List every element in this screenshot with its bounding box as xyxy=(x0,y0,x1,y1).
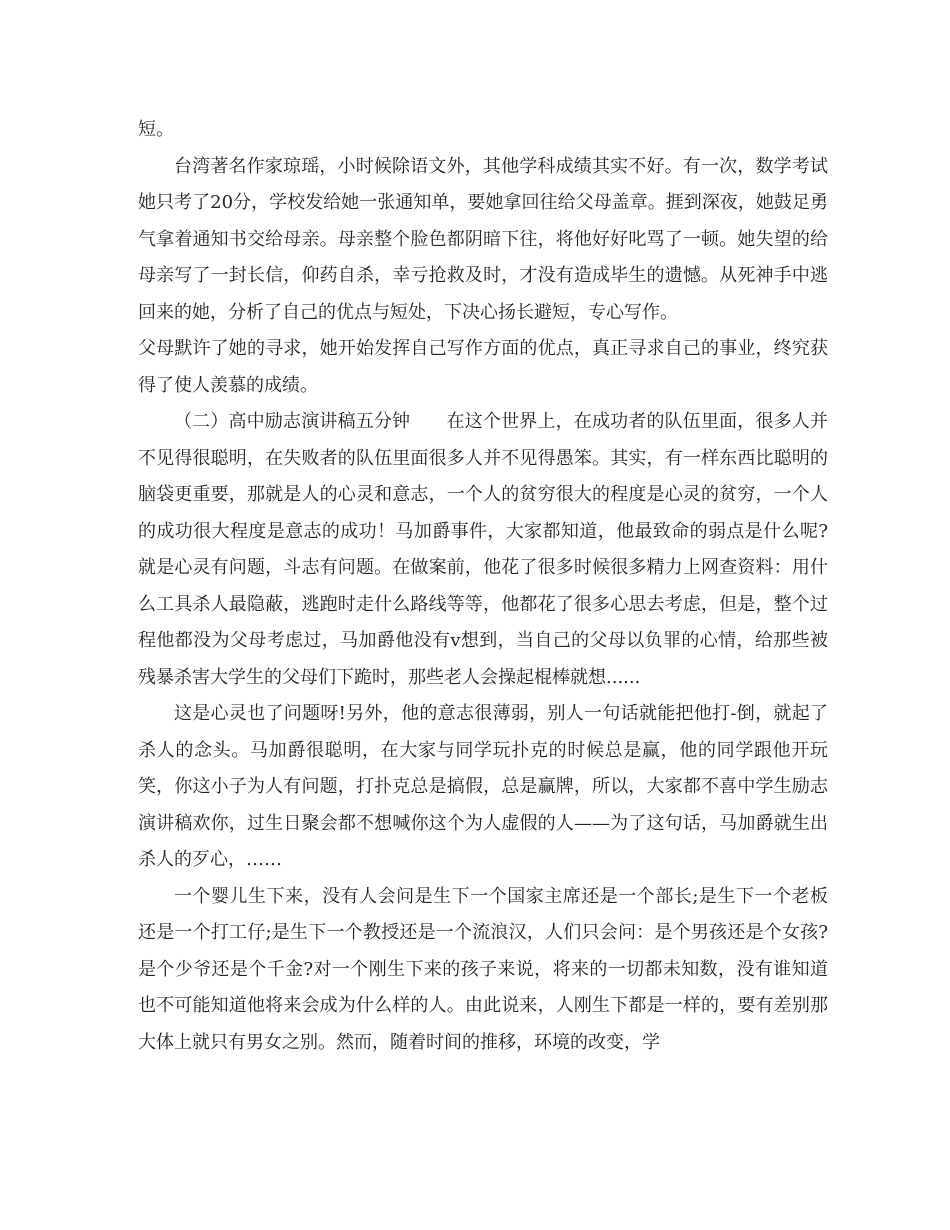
paragraph-continuation: 短。 xyxy=(138,119,174,140)
paragraph-parents-consent: 父母默许了她的寻求，她开始发挥自己写作方面的优点，真正寻求自己的事业，终究获得了使人羡慕的成绩。 xyxy=(138,338,828,396)
paragraph-speech-section-two: （二）高中励志演讲稿五分钟 在这个世界上，在成功者的队伍里面，很多人并不见得很聪明，在失败者的队伍里面很多人并不见得愚笨。其实，有一样东西比聪明的脑袋更重要，那就是人的心灵和意志，一个人的贫穷很大的程度是心灵的贫穷，一个人的成功很大程度是意志的成功！马加爵事件，大家都知道，他最致命的弱点是什么呢?就是心灵有问题，斗志有问题。在做案前，他花了很多时候很多精力上网查资料：用什么工具杀人最隐蔽，逃跑时走什么路线等等，他都花了很多心思去考虑，但是，整个过程他都没为父母考虑过，马加爵他没有v想到，当自己的父母以负罪的心情，给那些被残暴杀害大学生的父母们下跪时，那些老人会操起棍棒就想...... xyxy=(138,411,828,688)
paragraph-newborn: 一个婴儿生下来，没有人会问是生下一个国家主席还是一个部长;是生下一个老板还是一个打工仔;是生下一个教授还是一个流浪汉，人们只会问：是个男孩还是个女孩?是个少爷还是个千金?对一个刚生下来的孩子来说，将来的一切都未知数，没有谁知道也不可能知道他将来会成为什么样的人。由此说来，人刚生下都是一样的，要有差别那大体上就只有男女之别。然而，随着时间的推移，环境的改变，学 xyxy=(138,885,828,1053)
body-text xyxy=(138,112,828,1061)
paragraph-mind-problem: 这是心灵也了问题呀!另外，他的意志很薄弱，别人一句话就能把他打-倒，就起了杀人的念头。马加爵很聪明，在大家与同学玩扑克的时候总是赢，他的同学跟他开玩笑，你这小子为人有问题，打扑克总是搞假，总是赢牌，所以，大家都不喜中学生励志演讲稿欢你，过生日聚会都不想喊你这个为人虚假的人——为了这句话，马加爵就生出杀人的歹心，…… xyxy=(138,703,828,870)
paragraph-qiong-yao-story: 台湾著名作家琼瑶，小时候除语文外，其他学科成绩其实不好。有一次，数学考试她只考了20分，学校发给她一张通知单，要她拿回往给父母盖章。捱到深夜，她鼓足勇气拿着通知书交给母亲。母亲整个脸色都阴暗下往，将他好好叱骂了一顿。她失望的给母亲写了一封长信，仰药自杀，幸亏抢救及时，才没有造成毕生的遗憾。从死神手中逃回来的她，分析了自己的优点与短处，下决心扬长避短，专心写作。 xyxy=(138,155,828,323)
